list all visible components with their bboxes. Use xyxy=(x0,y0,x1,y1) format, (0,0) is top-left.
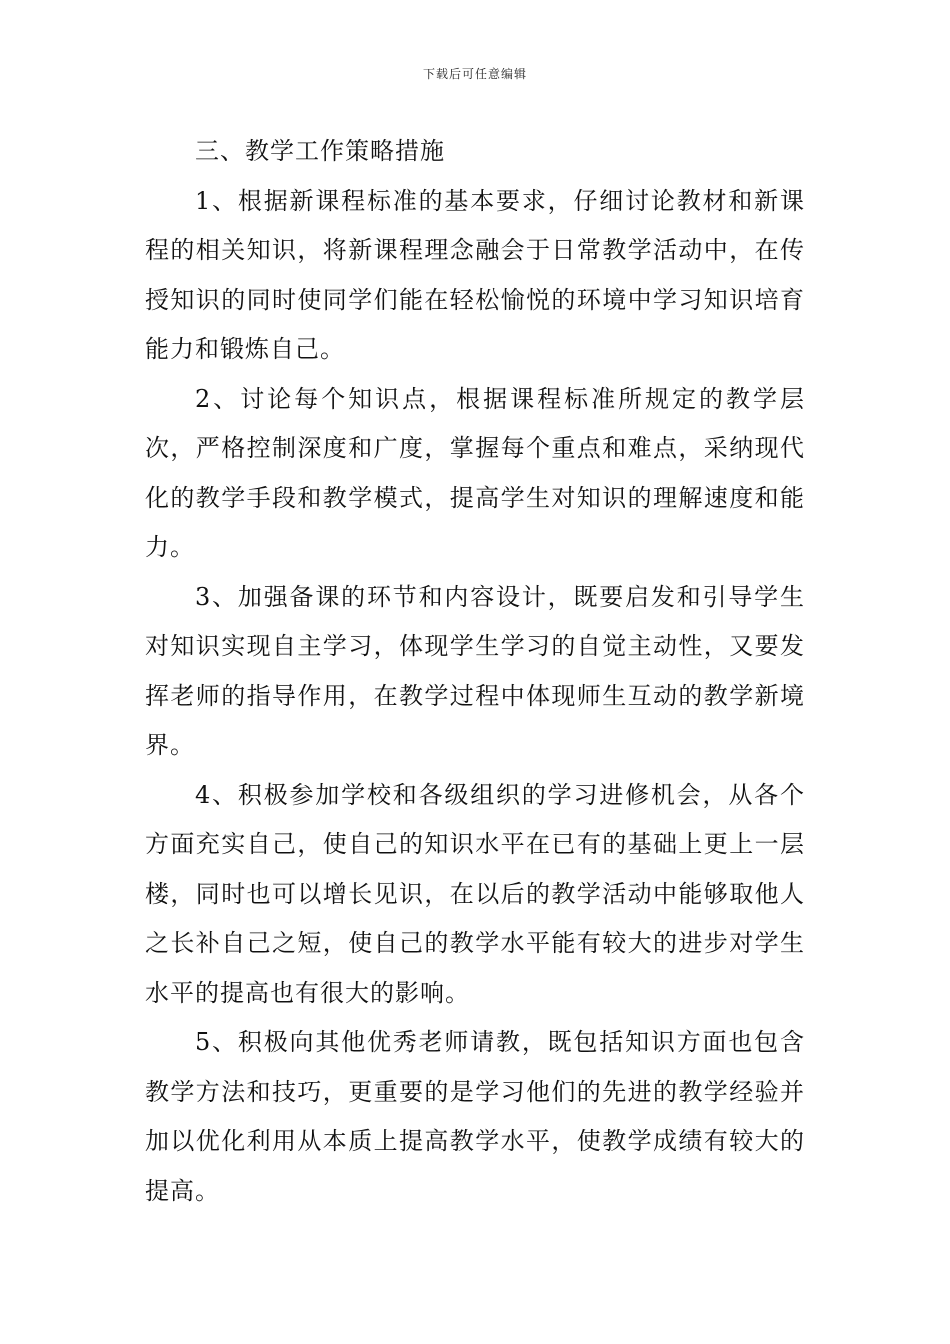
section-title: 三、教学工作策略措施 xyxy=(195,137,445,165)
paragraph-1: 1、根据新课程标准的基本要求，仔细讨论教材和新课程的相关知识，将新课程理念融会于日常教学活动中，在传授知识的同时使同学们能在轻松愉悦的环境中学习知识培育能力和锻炼自己。 xyxy=(145,186,805,363)
header-note: 下载后可任意编辑 xyxy=(422,67,527,81)
paragraph-4: 4、积极参加学校和各级组织的学习进修机会，从各个方面充实自己，使自己的知识水平在已有的基础上更上一层楼，同时也可以增长见识，在以后的教学活动中能够取他人之长补自己之短，使自己的教学水平能有较大的进步对学生水平的提高也有很大的影响。 xyxy=(145,780,805,1007)
paragraph-5: 5、积极向其他优秀老师请教，既包括知识方面也包含教学方法和技巧，更重要的是学习他们的先进的教学经验并加以优化利用从本质上提高教学水平，使教学成绩有较大的提高。 xyxy=(145,1028,805,1205)
paragraph-3: 3、加强备课的环节和内容设计，既要启发和引导学生对知识实现自主学习，体现学生学习的自觉主动性，又要发挥老师的指导作用，在教学过程中体现师生互动的教学新境界。 xyxy=(145,582,805,759)
paragraph-2: 2、讨论每个知识点，根据课程标准所规定的教学层次，严格控制深度和广度，掌握每个重点和难点，采纳现代化的教学手段和教学模式，提高学生对知识的理解速度和能力。 xyxy=(145,384,805,561)
document-body xyxy=(145,127,805,1216)
